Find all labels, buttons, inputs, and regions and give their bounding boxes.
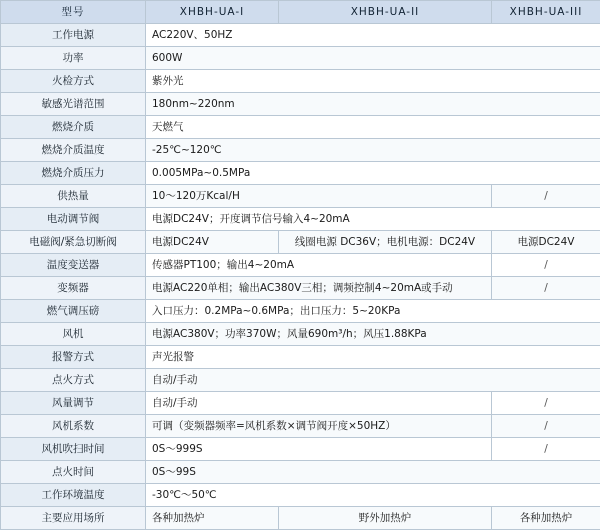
row-label: 风量调节 xyxy=(1,392,146,415)
row-value: 电源AC380V；功率370W；风量690m³/h；风压1.88KPa xyxy=(146,323,600,346)
row-label: 电动调节阀 xyxy=(1,208,146,231)
cell-not-applicable: / xyxy=(492,415,600,438)
table-row xyxy=(1,461,600,484)
row-label: 燃烧介质压力 xyxy=(1,162,146,185)
row-value: 天燃气 xyxy=(146,116,600,139)
row-value: 电源DC24V；开度调节信号输入4~20mA xyxy=(146,208,600,231)
row-value: 自动/手动 xyxy=(146,392,492,415)
table-row xyxy=(1,47,600,70)
table-row xyxy=(1,484,600,507)
cell-not-applicable: / xyxy=(492,277,600,300)
row-value: 各种加热炉 xyxy=(492,507,600,530)
row-value: 声光报警 xyxy=(146,346,600,369)
column-header-model: 型号 xyxy=(1,1,146,24)
table-row xyxy=(1,139,600,162)
row-label: 燃烧介质温度 xyxy=(1,139,146,162)
row-value: -25℃~120℃ xyxy=(146,139,600,162)
table-row xyxy=(1,415,600,438)
row-value: 紫外光 xyxy=(146,70,600,93)
row-label: 工作电源 xyxy=(1,24,146,47)
row-value: 自动/手动 xyxy=(146,369,600,392)
cell-not-applicable: / xyxy=(492,185,600,208)
row-label: 温度变送器 xyxy=(1,254,146,277)
row-label: 燃烧介质 xyxy=(1,116,146,139)
table-body xyxy=(1,1,600,530)
table-row xyxy=(1,300,600,323)
table-row xyxy=(1,24,600,47)
row-value: 电源DC24V xyxy=(146,231,279,254)
table-row xyxy=(1,231,600,254)
row-value: 可调（变频器频率=风机系数×调节阀开度×50HZ） xyxy=(146,415,492,438)
cell-not-applicable: / xyxy=(492,254,600,277)
table-header-row xyxy=(1,1,600,24)
row-value: 野外加热炉 xyxy=(279,507,492,530)
row-value: -30℃～50℃ xyxy=(146,484,600,507)
row-label: 报警方式 xyxy=(1,346,146,369)
row-value: 电源AC220单相；输出AC380V三相；调频控制4~20mA或手动 xyxy=(146,277,492,300)
row-label: 变频器 xyxy=(1,277,146,300)
table-row xyxy=(1,116,600,139)
row-value: 线圈电源 DC36V；电机电源：DC24V xyxy=(279,231,492,254)
row-value: 0.005MPa~0.5MPa xyxy=(146,162,600,185)
row-value: 传感器PT100；输出4~20mA xyxy=(146,254,492,277)
row-label: 风机系数 xyxy=(1,415,146,438)
table-row xyxy=(1,162,600,185)
table-row xyxy=(1,93,600,116)
row-value: 各种加热炉 xyxy=(146,507,279,530)
row-label: 燃气调压磅 xyxy=(1,300,146,323)
table-row xyxy=(1,507,600,530)
row-value: AC220V、50HZ xyxy=(146,24,600,47)
row-label: 风机 xyxy=(1,323,146,346)
row-value: 10～120万Kcal/H xyxy=(146,185,492,208)
cell-not-applicable: / xyxy=(492,392,600,415)
table-row xyxy=(1,277,600,300)
row-label: 风机吹扫时间 xyxy=(1,438,146,461)
table-row xyxy=(1,208,600,231)
table-row xyxy=(1,254,600,277)
row-label: 火检方式 xyxy=(1,70,146,93)
row-label: 电磁阀/紧急切断阀 xyxy=(1,231,146,254)
row-value: 0S～99S xyxy=(146,461,600,484)
row-label: 点火方式 xyxy=(1,369,146,392)
cell-not-applicable: / xyxy=(492,438,600,461)
row-label: 供热量 xyxy=(1,185,146,208)
row-label: 主要应用场所 xyxy=(1,507,146,530)
column-header-ua1: XHBH-UA-I xyxy=(146,1,279,24)
row-value: 600W xyxy=(146,47,600,70)
row-value: 180nm~220nm xyxy=(146,93,600,116)
table-row xyxy=(1,369,600,392)
row-value: 0S～999S xyxy=(146,438,492,461)
row-label: 敏感光谱范围 xyxy=(1,93,146,116)
row-label: 功率 xyxy=(1,47,146,70)
row-value: 电源DC24V xyxy=(492,231,600,254)
column-header-ua2: XHBH-UA-II xyxy=(279,1,492,24)
table-row xyxy=(1,346,600,369)
row-label: 点火时间 xyxy=(1,461,146,484)
table-row xyxy=(1,323,600,346)
table-row xyxy=(1,70,600,93)
table-row xyxy=(1,185,600,208)
row-label: 工作环境温度 xyxy=(1,484,146,507)
table-row xyxy=(1,438,600,461)
table-row xyxy=(1,392,600,415)
row-value: 入口压力：0.2MPa~0.6MPa；出口压力：5~20KPa xyxy=(146,300,600,323)
column-header-ua3: XHBH-UA-III xyxy=(492,1,600,24)
